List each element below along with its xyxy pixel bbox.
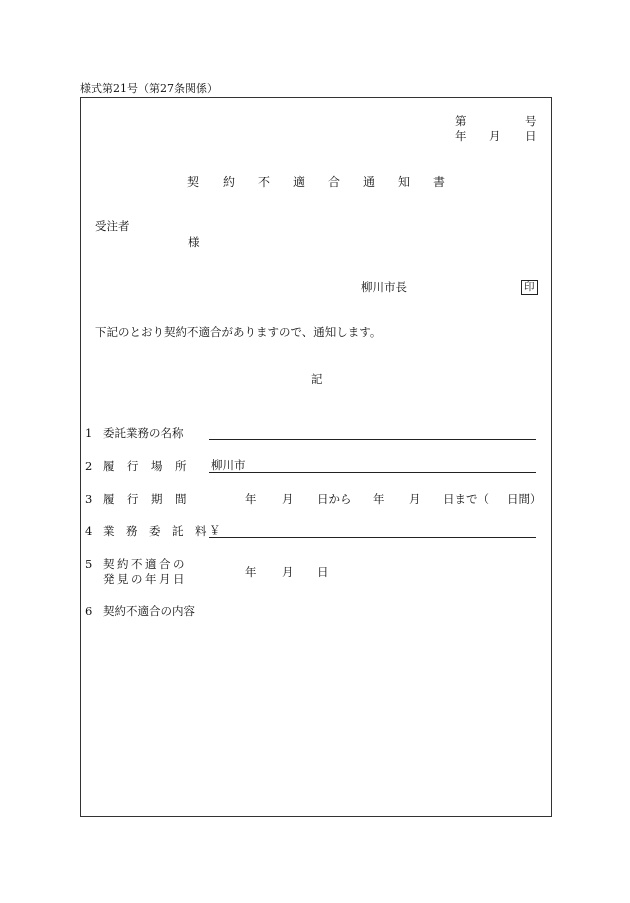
item2-value: 柳川市 [211,458,246,472]
item6-number: 6 [85,604,93,618]
item6-label: 契約不適合の内容 [103,604,195,618]
item1-underline [209,439,536,440]
title-char: 知 [398,175,411,189]
item5-label-line1: 契約不適合の [103,557,187,571]
title-char: 約 [223,175,236,189]
item5-label-line2: 発見の年月日 [103,572,187,586]
item4-number: 4 [85,524,93,538]
date-day: 日 [525,129,537,143]
item3-end-day: 日まで（ [443,492,489,506]
recipient-label: 受注者 [95,219,130,233]
title-char: 通 [363,175,376,189]
item3-end-year: 年 [373,492,385,506]
title-char: 書 [433,175,446,189]
form-number: 様式第21号（第27条関係） [80,82,218,95]
item4-label: 業 務 委 託 料 [103,524,207,538]
item1-label: 委託業務の名称 [103,426,184,440]
item5-year: 年 [245,565,257,579]
sender-name: 柳川市長 [361,280,407,294]
item2-label: 履 行 場 所 [103,459,187,473]
item3-start-day: 日から [317,492,352,506]
recipient-honorific: 様 [188,235,200,249]
title-char: 適 [293,175,306,189]
item1-number: 1 [85,426,93,440]
item3-end-month: 月 [409,492,421,506]
item3-number: 3 [85,492,93,506]
title-char: 合 [328,175,341,189]
title-char: 契 [187,175,200,189]
body-text: 下記のとおり契約不適合がありますので、通知します。 [95,325,382,339]
seal-mark: 印 [521,280,538,295]
item5-month: 月 [282,565,294,579]
item3-start-year: 年 [245,492,257,506]
item5-day: 日 [317,565,329,579]
date-month: 月 [489,129,501,143]
ki-heading: 記 [311,372,323,386]
item3-start-month: 月 [282,492,294,506]
item4-value: ￥ [209,523,221,537]
number-suffix: 号 [525,114,537,128]
item3-label: 履 行 期 間 [103,492,187,506]
item3-days: 日間） [507,492,542,506]
date-year: 年 [455,129,467,143]
number-prefix: 第 [455,114,467,128]
form-frame [80,97,552,817]
title-char: 不 [258,175,271,189]
item5-number: 5 [85,557,93,571]
item2-number: 2 [85,459,93,473]
item4-underline [209,537,536,538]
item2-underline [209,472,536,473]
